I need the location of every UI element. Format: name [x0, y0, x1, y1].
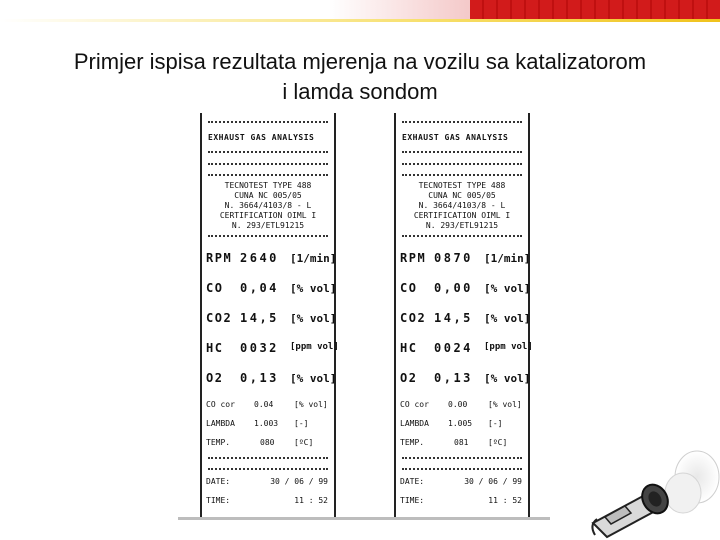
- rpm-value: 2640: [240, 251, 279, 265]
- hc-unit: [ppm vol]: [290, 342, 339, 352]
- rpm-label: RPM: [400, 251, 427, 265]
- cert-line: TECNOTEST TYPE 488: [224, 181, 312, 190]
- top-bar-fade: [0, 0, 470, 19]
- co-label: CO: [400, 281, 418, 295]
- co2-value: 14,5: [434, 311, 473, 325]
- o2-unit: [% vol]: [290, 372, 337, 385]
- receipt-base-line: [178, 517, 550, 520]
- co-cor-unit: [% vol]: [294, 400, 328, 409]
- temp-label: TEMP.: [400, 438, 425, 447]
- dotted-divider: [208, 235, 328, 237]
- dotted-divider: [208, 163, 328, 165]
- dotted-divider: [402, 163, 522, 165]
- co-cor-value: 0.04: [254, 400, 274, 409]
- cert-line: TECNOTEST TYPE 488: [418, 181, 506, 190]
- dotted-divider: [402, 121, 522, 123]
- lambda-unit: [-]: [294, 419, 309, 428]
- date-label: DATE:: [400, 477, 425, 486]
- lambda-label: LAMBDA: [400, 419, 429, 428]
- lambda-value: 1.005: [448, 419, 473, 428]
- dotted-divider: [402, 468, 522, 470]
- co2-value: 14,5: [240, 311, 279, 325]
- cert-line: N. 293/ETL91215: [231, 221, 305, 230]
- co2-unit: [% vol]: [290, 312, 337, 325]
- temp-unit: [ºC]: [294, 438, 314, 447]
- o2-value: 0,13: [240, 371, 279, 385]
- temp-label: TEMP.: [206, 438, 231, 447]
- lambda-label: LAMBDA: [206, 419, 235, 428]
- dotted-divider: [402, 457, 522, 459]
- dotted-divider: [208, 151, 328, 153]
- dotted-divider: [402, 235, 522, 237]
- co2-unit: [% vol]: [484, 312, 531, 325]
- date-value: 30 / 06 / 99: [270, 477, 328, 486]
- hc-label: HC: [206, 341, 224, 355]
- dotted-divider: [402, 151, 522, 153]
- dotted-divider: [208, 468, 328, 470]
- rpm-value: 0870: [434, 251, 473, 265]
- time-label: TIME:: [206, 496, 231, 505]
- rpm-unit: [1/min]: [290, 252, 337, 265]
- dotted-divider: [402, 174, 522, 176]
- co-label: CO: [206, 281, 224, 295]
- hc-unit: [ppm vol]: [484, 342, 533, 352]
- slide-title: [0, 47, 720, 107]
- cert-line: CUNA NC 005/05: [234, 191, 302, 200]
- rpm-unit: [1/min]: [484, 252, 531, 265]
- dotted-divider: [208, 457, 328, 459]
- exhaust-pipe-icon: [585, 445, 720, 540]
- temp-value: 080: [260, 438, 275, 447]
- cert-line: N. 293/ETL91215: [425, 221, 499, 230]
- top-bar-red-stripe: [470, 0, 720, 19]
- lambda-unit: [-]: [488, 419, 503, 428]
- slide-title-line2: i lamda sondom: [282, 79, 438, 104]
- cert-line: CERTIFICATION OIML I: [219, 211, 317, 220]
- co2-label: CO2: [206, 311, 233, 325]
- co-value: 0,00: [434, 281, 473, 295]
- lambda-value: 1.003: [254, 419, 279, 428]
- cert-line: CERTIFICATION OIML I: [413, 211, 511, 220]
- date-value: 30 / 06 / 99: [464, 477, 522, 486]
- temp-value: 081: [454, 438, 469, 447]
- printout-receipt-2: [394, 113, 533, 517]
- co-cor-value: 0.00: [448, 400, 468, 409]
- hc-value: 0032: [240, 341, 279, 355]
- time-value: 11 : 52: [294, 496, 328, 505]
- co-value: 0,04: [240, 281, 279, 295]
- co-unit: [% vol]: [484, 282, 531, 295]
- date-label: DATE:: [206, 477, 231, 486]
- top-bar-yellow-line: [0, 19, 720, 22]
- top-decor-bar: [0, 0, 720, 22]
- dotted-divider: [208, 121, 328, 123]
- cert-line: N. 3664/4103/8 - L: [418, 201, 506, 210]
- temp-unit: [ºC]: [488, 438, 508, 447]
- time-label: TIME:: [400, 496, 425, 505]
- time-value: 11 : 52: [488, 496, 522, 505]
- co-cor-unit: [% vol]: [488, 400, 522, 409]
- o2-unit: [% vol]: [484, 372, 531, 385]
- cert-line: CUNA NC 005/05: [428, 191, 496, 200]
- dotted-divider: [208, 174, 328, 176]
- co-cor-label: CO cor: [206, 400, 235, 409]
- printout-receipt-1: [200, 113, 339, 517]
- co-cor-label: CO cor: [400, 400, 429, 409]
- rpm-label: RPM: [206, 251, 233, 265]
- hc-value: 0024: [434, 341, 473, 355]
- cert-line: N. 3664/4103/8 - L: [224, 201, 312, 210]
- hc-label: HC: [400, 341, 418, 355]
- o2-label: O2: [400, 371, 418, 385]
- co-unit: [% vol]: [290, 282, 337, 295]
- slide-title-line1: Primjer ispisa rezultata mjerenja na vozilu sa katalizatorom: [73, 49, 647, 74]
- receipt-header: EXHAUST GAS ANALYSIS: [402, 133, 509, 142]
- o2-label: O2: [206, 371, 224, 385]
- receipt-header: EXHAUST GAS ANALYSIS: [208, 133, 315, 142]
- o2-value: 0,13: [434, 371, 473, 385]
- co2-label: CO2: [400, 311, 427, 325]
